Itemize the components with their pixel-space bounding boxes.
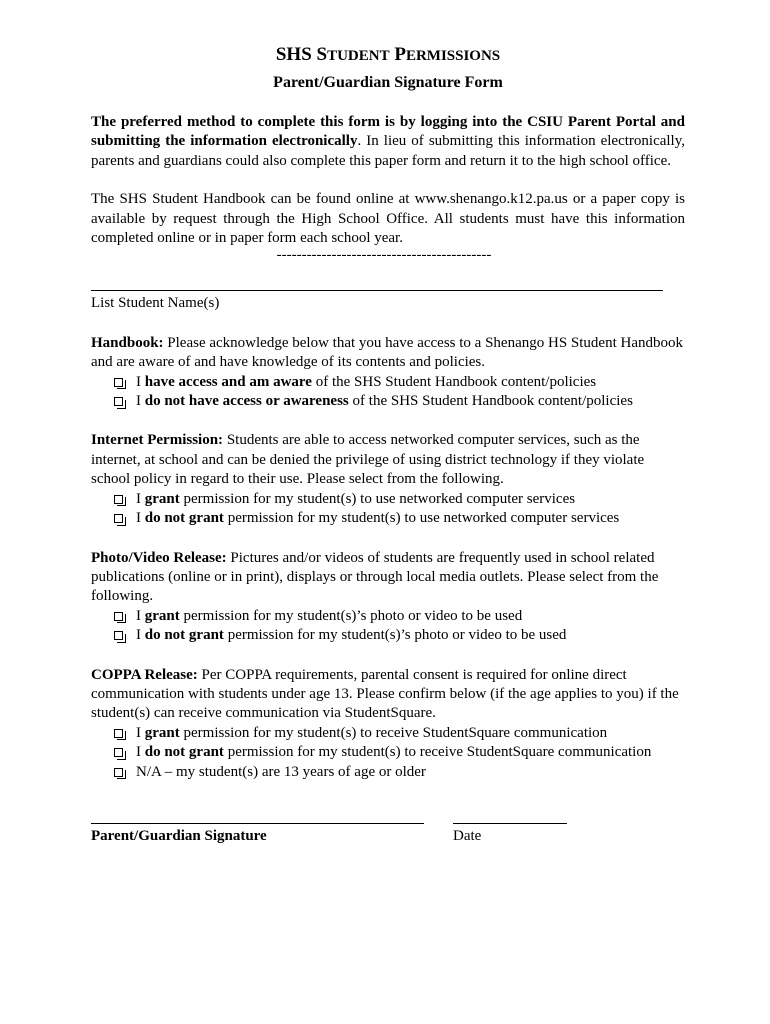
option-text: I: [136, 607, 145, 624]
intro-paragraph: [91, 113, 685, 171]
internet-description: [91, 431, 685, 489]
checkbox[interactable]: [114, 612, 123, 621]
option-text: permission for my student(s)’s photo or video to be used: [179, 607, 523, 624]
option-item: [91, 509, 685, 528]
option-bold-text: grant: [144, 607, 180, 624]
option-item: [91, 763, 685, 782]
option-text: permission for my student(s)’s photo or video to be used: [223, 627, 567, 644]
handbook-description: [91, 334, 685, 373]
option-bold-text: do not grant: [144, 510, 224, 527]
option-text: permission for my student(s) to use networked computer services: [179, 490, 576, 507]
section-heading: COPPA Release:: [91, 666, 198, 683]
title-part: ERMISSIONS: [405, 48, 501, 64]
checkbox[interactable]: [114, 397, 123, 406]
section-heading: Handbook:: [91, 334, 164, 351]
handbook-info-paragraph: The SHS Student Handbook can be found online at www.shenango.k12.pa.us or a paper copy is available by request through the High School Office. All students must have this information completed online or in paper form each school year.: [91, 191, 685, 247]
photo-description: [91, 549, 685, 607]
intro-bold-text: The preferred method to complete this form is by logging into the CSIU Parent Portal and submitting the information electronically: [91, 114, 685, 150]
option-bold-text: do not grant: [144, 627, 224, 644]
option-text: I: [136, 627, 145, 644]
date-label: Date: [453, 827, 482, 844]
option-text: I: [136, 373, 145, 390]
option-bold-text: grant: [144, 490, 180, 507]
option-item: [91, 490, 685, 509]
option-item: [91, 743, 685, 762]
option-item: [91, 607, 685, 626]
internet-options: [91, 490, 685, 529]
option-text: permission for my student(s) to receive StudentSquare communication: [223, 744, 652, 761]
option-item: [91, 373, 685, 392]
section-heading: Internet Permission:: [91, 432, 224, 449]
date-line[interactable]: [453, 823, 567, 824]
option-item: [91, 626, 685, 645]
option-item: [91, 724, 685, 743]
option-text: permission for my student(s) to use networked computer services: [223, 510, 620, 527]
checkbox[interactable]: [114, 748, 123, 757]
checkbox[interactable]: [114, 514, 123, 523]
checkbox[interactable]: [114, 768, 123, 777]
handbook-section: [91, 334, 685, 412]
option-text: N/A – my student(s) are 13 years of age or older: [136, 763, 426, 780]
section-heading: Photo/Video Release:: [91, 549, 227, 566]
option-bold-text: grant: [144, 724, 180, 741]
section-text: Please acknowledge below that you have access to a Shenango HS Student Handbook and are aware of and have knowledge of its contents and policies.: [91, 334, 684, 371]
permission-form: [91, 40, 685, 851]
student-name-label: List Student Name(s): [91, 295, 220, 312]
title-part: SHS S: [275, 44, 328, 65]
option-text: I: [136, 744, 145, 761]
signature-line[interactable]: [91, 823, 424, 824]
photo-section: [91, 549, 685, 646]
option-text: I: [136, 490, 145, 507]
intro-text: . In lieu of submitting this information electronically, parents and guardians could also complete this paper form and return it to the high school office.: [91, 133, 685, 169]
option-bold-text: have access and am aware: [144, 373, 312, 390]
option-text: of the SHS Student Handbook content/policies: [348, 393, 633, 410]
checkbox[interactable]: [114, 631, 123, 640]
photo-options: [91, 607, 685, 646]
signature-label: Parent/Guardian Signature: [91, 827, 267, 844]
checkbox[interactable]: [114, 378, 123, 387]
section-text: Pictures and/or videos of students are frequently used in school related publications (online or in print), displays or through local media outlets. Please select from the following.: [91, 549, 659, 605]
option-text: I: [136, 510, 145, 527]
coppa-section: [91, 666, 685, 782]
section-text: Per COPPA requirements, parental consent is required for online direct communication with students under age 13. Please confirm below (if the age applies to you) if the student(s) can receive communication via StudentSquare.: [91, 666, 679, 722]
signature-row: [91, 807, 685, 851]
checkbox[interactable]: [114, 495, 123, 504]
option-item: [91, 392, 685, 411]
option-text: permission for my student(s) to receive StudentSquare communication: [179, 724, 608, 741]
option-text: I: [136, 724, 145, 741]
form-subtitle: Parent/Guardian Signature Form: [273, 74, 503, 91]
option-text: of the SHS Student Handbook content/policies: [311, 373, 597, 390]
coppa-description: [91, 666, 685, 724]
checkbox[interactable]: [114, 729, 123, 738]
handbook-options: [91, 373, 685, 412]
student-name-line[interactable]: [91, 290, 663, 291]
title-part: P: [389, 44, 406, 65]
section-text: Students are able to access networked computer services, such as the internet, at school and can be denied the privilege of using district technology if they violate school policy in regard to their use. Please select from the following.: [91, 432, 645, 488]
internet-section: [91, 431, 685, 528]
option-bold-text: do not grant: [144, 744, 224, 761]
option-bold-text: do not have access or awareness: [144, 393, 349, 410]
coppa-options: [91, 724, 685, 782]
option-text: I: [136, 393, 145, 410]
form-title: [91, 44, 685, 67]
separator: -------------------------------------------: [276, 247, 492, 264]
title-part: TUDENT: [327, 48, 390, 64]
